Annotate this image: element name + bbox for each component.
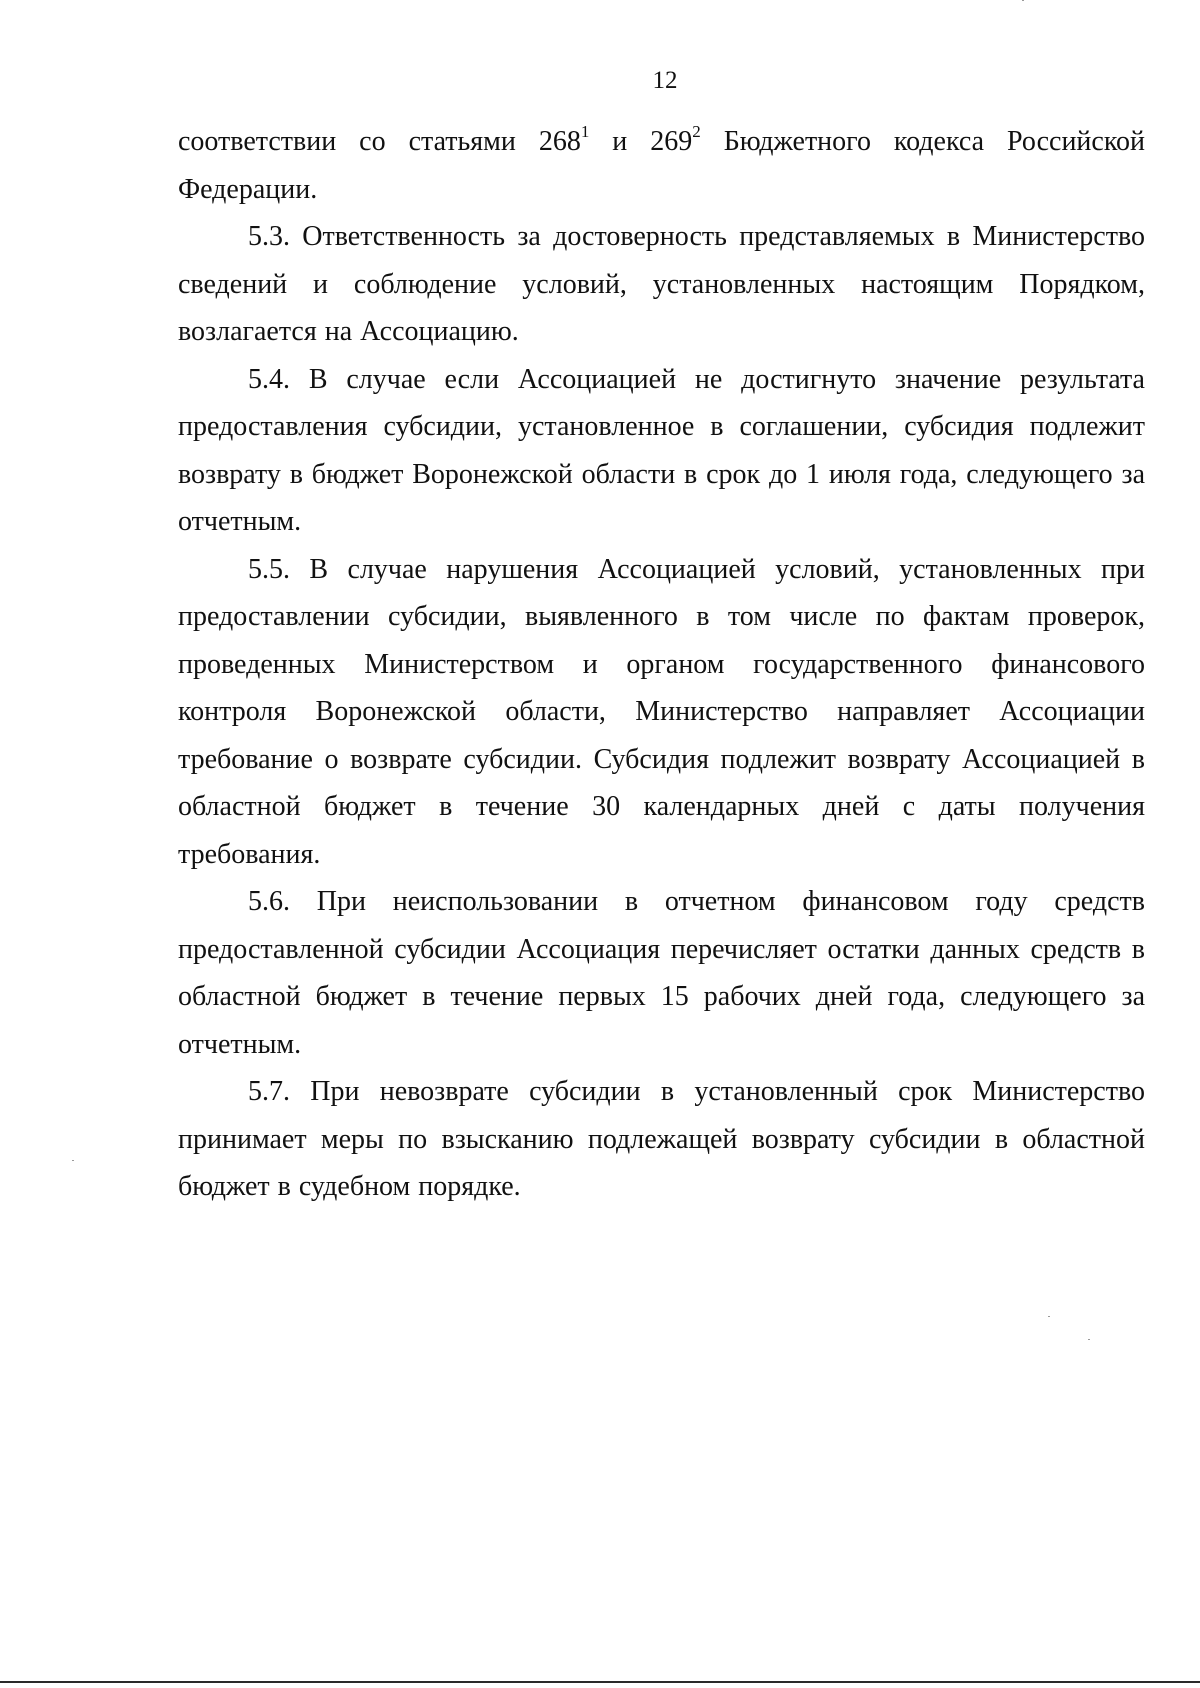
document-body [178,118,1145,1211]
superscript-1: 1 [580,121,590,141]
paragraph-5-5: 5.5. В случае нарушения Ассоциацией условий, установленных при предоставлении субсидии, выявленного в том числе по фактам проверок, проведенных Министерством и органом государственного финансового контроля Воронежской области, Министерство направляет Ассоциации требование о возврате субсидии. Субсидия подлежит возврату Ассоциацией в областной бюджет в течение 30 календарных дней с даты получения требования. [178,553,1145,870]
paragraph-continuation [178,118,1145,213]
continuation-text-3: Бюджетного кодекса Российской Федерации. [178,126,1146,205]
page-number: 12 [652,67,678,94]
paragraph-5-7: 5.7. При невозврате субсидии в установленный срок Министерство принимает меры по взысканию подлежащей возврату субсидии в областной бюджет в судебном порядке. [178,1076,1145,1202]
continuation-text-1: соответствии со статьями 268 [178,126,581,157]
scan-artifact [72,1160,74,1161]
scan-artifact [1022,0,1024,1]
bottom-scan-edge [0,1681,1200,1683]
continuation-text-2: и 269 [589,126,693,157]
scan-artifact [1048,1316,1050,1317]
superscript-2: 2 [692,121,701,141]
scan-artifact [1088,1339,1090,1340]
paragraph-5-6: 5.6. При неиспользовании в отчетном финансовом году средств предоставленной субсидии Ассоциация перечисляет остатки данных средств в областной бюджет в течение первых 15 рабочих дней года, следующего за отчетным. [178,886,1145,1060]
paragraph-5-3: 5.3. Ответственность за достоверность представляемых в Министерство сведений и соблюдение условий, установленных настоящим Порядком, возлагается на Ассоциацию. [178,221,1145,347]
paragraph-5-4: 5.4. В случае если Ассоциацией не достигнуто значение результата предоставления субсидии, установленное в соглашении, субсидия подлежит возврату в бюджет Воронежской области в срок до 1 июля года, следующего за отчетным. [178,363,1145,537]
